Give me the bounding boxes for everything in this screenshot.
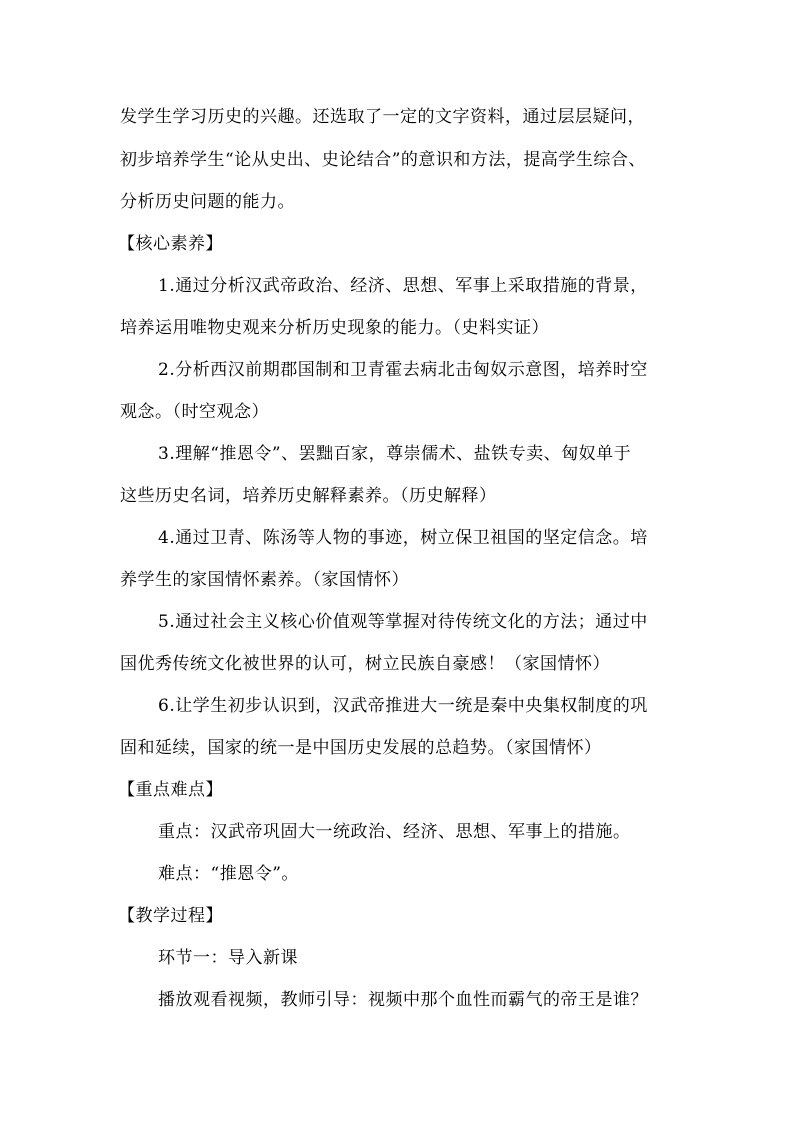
core-item-6-line-2: 固和延续，国家的统一是中国历史发展的总趋势。（家国情怀）: [120, 738, 602, 758]
core-item-1-line-1: 1.通过分析汉武帝政治、经济、思想、军事上采取措施的背景，: [158, 276, 648, 296]
core-item-3-line-1: 3.理解“推恩令”、罢黜百家，尊崇儒术、盐铁专卖、匈奴单于: [158, 444, 632, 464]
teaching-process-heading: 【教学过程】: [118, 906, 223, 926]
core-item-1-line-2: 培养运用唯物史观来分析历史现象的能力。（史料实证）: [120, 318, 549, 338]
key-points-heading: 【重点难点】: [118, 780, 223, 800]
core-item-5-line-2: 国优秀传统文化被世界的认可，树立民族自豪感！（家国情怀）: [120, 654, 610, 674]
core-item-5-line-1: 5.通过社会主义核心价值观等掌握对待传统文化的方法；通过中: [158, 612, 648, 632]
core-item-2-line-1: 2.分析西汉前期郡国制和卫青霍去病北击匈奴示意图，培养时空: [158, 360, 648, 380]
core-item-2-line-2: 观念。（时空观念）: [120, 402, 269, 422]
intro-line-1: 发学生学习历史的兴趣。还选取了一定的文字资料，通过层层疑问，: [120, 107, 645, 127]
core-item-3-line-2: 这些历史名词，培养历史解释素养。（历史解释）: [120, 486, 497, 506]
core-item-4-line-2: 养学生的家国情怀素养。（家国情怀）: [120, 570, 409, 590]
intro-line-3: 分析历史问题的能力。: [120, 192, 295, 212]
teaching-step-1-title: 环节一：导入新课: [158, 948, 298, 968]
key-point-text: 重点：汉武帝巩固大一统政治、经济、思想、军事上的措施。: [158, 822, 631, 842]
core-item-6-line-1: 6.让学生初步认识到，汉武帝推进大一统是秦中央集权制度的巩: [158, 696, 648, 716]
intro-line-2: 初步培养学生“论从史出、史论结合”的意识和方法，提高学生综合、: [120, 150, 646, 170]
core-literacy-heading: 【核心素养】: [118, 234, 223, 254]
difficulty-text: 难点：“推恩令”。: [158, 864, 299, 884]
teaching-step-1-text: 播放观看视频，教师引导：视频中那个血性而霸气的帝王是谁？: [158, 990, 648, 1010]
core-item-4-line-1: 4.通过卫青、陈汤等人物的事迹，树立保卫祖国的坚定信念。培: [158, 528, 648, 548]
